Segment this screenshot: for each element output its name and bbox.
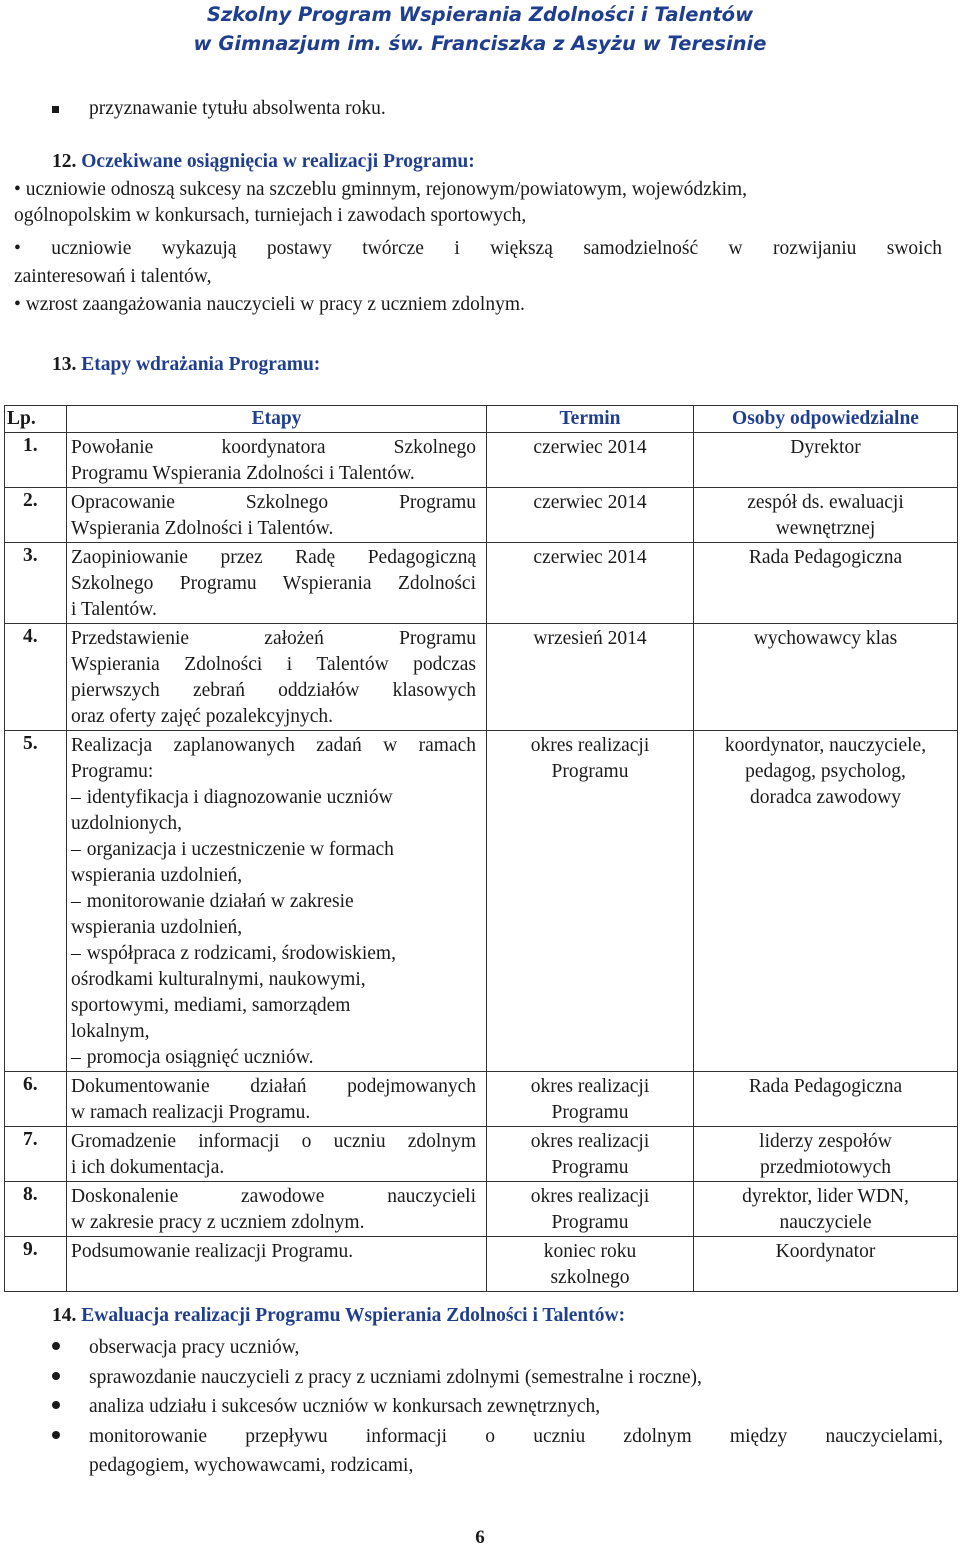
stage-line: i ich dokumentacja. xyxy=(71,1157,225,1178)
termin-line: Programu xyxy=(551,1157,629,1178)
row-number: 8. xyxy=(5,1182,67,1237)
osoby-line: dyrektor, lider WDN, xyxy=(742,1186,909,1207)
osoby-line: pedagog, psycholog, xyxy=(745,761,906,782)
section-12-item-1-cont: ogólnopolskim w konkursach, turniejach i zawodach sportowych, xyxy=(14,205,527,226)
section-12-number: 12. xyxy=(52,151,77,172)
list-item-text: obserwacja pracy uczniów, xyxy=(89,1337,300,1358)
stage-line: i Talentów. xyxy=(71,599,157,620)
stage-line: Wspierania Zdolności i Talentów. xyxy=(71,518,334,539)
table-row xyxy=(5,543,958,624)
termin-line: okres realizacji xyxy=(530,1186,650,1207)
section-12-item-3: • wzrost zaangażowania nauczycieli w pracy z uczniem zdolnym. xyxy=(14,294,525,315)
row-stage xyxy=(67,1182,487,1237)
list-item-text: pedagogiem, wychowawcami, rodzicami, xyxy=(89,1455,414,1476)
row-osoby xyxy=(694,1072,958,1127)
stage-line: w zakresie pracy z uczniem zdolnym. xyxy=(71,1212,365,1233)
row-number: 1. xyxy=(5,433,67,488)
header-osoby: Osoby odpowiedzialne xyxy=(694,406,958,433)
section-12-title: Oczekiwane osiągnięcia w realizacji Programu: xyxy=(81,151,475,172)
stage-subitem-line: – organizacja i uczestniczenie w formach xyxy=(71,837,476,863)
row-stage xyxy=(67,1237,487,1292)
stage-line: Programu Wspierania Zdolności i Talentów. xyxy=(71,463,415,484)
table-row xyxy=(5,1072,958,1127)
table-row xyxy=(5,1237,958,1292)
section-14-title: Ewaluacja realizacji Programu Wspierania Zdolności i Talentów: xyxy=(81,1305,626,1326)
stage-line: oraz oferty zajęć pozalekcyjnych. xyxy=(71,706,334,727)
row-stage xyxy=(67,624,487,731)
table-row xyxy=(5,624,958,731)
header-lp: Lp. xyxy=(5,406,67,433)
stage-line: Przedstawienie założeń Programu xyxy=(71,628,476,649)
bullet-icon xyxy=(52,1401,60,1409)
row-number: 4. xyxy=(5,624,67,731)
stage-line: pierwszych zebrań oddziałów klasowych xyxy=(71,680,476,701)
row-stage xyxy=(67,543,487,624)
row-stage xyxy=(67,731,487,1072)
bullet-icon xyxy=(52,1342,60,1350)
stage-line: Opracowanie Szkolnego Programu xyxy=(71,492,476,513)
termin-line: czerwiec 2014 xyxy=(533,492,647,513)
row-osoby xyxy=(694,1237,958,1292)
stage-subitem-line: – promocja osiągnięć uczniów. xyxy=(71,1045,476,1071)
top-bullet-text: przyznawanie tytułu absolwenta roku. xyxy=(89,98,386,119)
bullet-icon xyxy=(52,1431,60,1439)
row-termin xyxy=(487,543,694,624)
osoby-line: Koordynator xyxy=(775,1241,876,1262)
termin-line: czerwiec 2014 xyxy=(533,437,647,458)
square-bullet-icon xyxy=(52,106,59,113)
section-12-item-1: • uczniowie odnoszą sukcesy na szczeblu gminnym, rejonowym/powiatowym, wojewódzkim, xyxy=(14,179,748,200)
row-osoby xyxy=(694,624,958,731)
list-item-text: monitorowanie przepływu informacji o uczniu zdolnym między nauczycielami, xyxy=(89,1426,943,1447)
termin-line: Programu xyxy=(551,761,629,782)
section-14-number: 14. xyxy=(52,1305,77,1326)
row-number: 7. xyxy=(5,1127,67,1182)
list-item-text: analiza udziału i sukcesów uczniów w konkursach zewnętrznych, xyxy=(89,1396,601,1417)
stage-line: Programu: xyxy=(71,761,154,782)
row-number: 3. xyxy=(5,543,67,624)
section-14-heading xyxy=(52,1303,625,1328)
stage-line: Wspierania Zdolności i Talentów podczas xyxy=(71,654,476,675)
termin-line: czerwiec 2014 xyxy=(533,547,647,568)
stage-line: Powołanie koordynatora Szkolnego xyxy=(71,437,476,458)
termin-line: Programu xyxy=(551,1102,629,1123)
stage-subitem-line: ośrodkami kulturalnymi, naukowymi, xyxy=(71,969,366,990)
stage-subitem-line: wspierania uzdolnień, xyxy=(71,917,243,938)
osoby-line: liderzy zespołów xyxy=(759,1131,892,1152)
page-number: 6 xyxy=(475,1527,485,1548)
termin-line: okres realizacji xyxy=(530,1076,650,1097)
list-item-text: sprawozdanie nauczycieli z pracy z uczniami zdolnymi (semestralne i roczne), xyxy=(89,1367,702,1388)
row-number: 2. xyxy=(5,488,67,543)
stage-line: w ramach realizacji Programu. xyxy=(71,1102,311,1123)
table-row xyxy=(5,488,958,543)
row-stage xyxy=(67,433,487,488)
termin-line: okres realizacji xyxy=(530,1131,650,1152)
stage-subitem-line: – współpraca z rodzicami, środowiskiem, xyxy=(71,941,476,967)
row-number: 5. xyxy=(5,731,67,1072)
header-line-2: w Gimnazjum im. św. Franciszka z Asyżu w Teresinie xyxy=(193,32,767,55)
stage-subitem-line: sportowymi, mediami, samorządem xyxy=(71,995,351,1016)
termin-line: koniec roku xyxy=(543,1241,637,1262)
section-12-heading xyxy=(52,149,475,174)
row-osoby xyxy=(694,488,958,543)
section-12-item-2: • uczniowie wykazują postawy twórcze i większą samodzielność w rozwijaniu swoich xyxy=(14,238,942,259)
row-stage xyxy=(67,488,487,543)
table-row xyxy=(5,1127,958,1182)
bullet-icon xyxy=(52,1372,60,1380)
table-row xyxy=(5,731,958,1072)
row-stage xyxy=(67,1072,487,1127)
row-termin xyxy=(487,1127,694,1182)
row-osoby xyxy=(694,1182,958,1237)
row-termin xyxy=(487,433,694,488)
row-termin xyxy=(487,1182,694,1237)
termin-line: Programu xyxy=(551,1212,629,1233)
row-osoby xyxy=(694,433,958,488)
page-header xyxy=(0,0,960,58)
osoby-line: koordynator, nauczyciele, xyxy=(724,735,927,756)
row-termin xyxy=(487,624,694,731)
stage-line: Podsumowanie realizacji Programu. xyxy=(71,1241,354,1262)
osoby-line: przedmiotowych xyxy=(759,1157,892,1178)
osoby-line: wewnętrznej xyxy=(775,518,876,539)
termin-line: wrzesień 2014 xyxy=(533,628,647,649)
osoby-line: doradca zawodowy xyxy=(749,787,902,808)
section-12-item-2-cont: zainteresowań i talentów, xyxy=(14,266,212,287)
stage-line: Gromadzenie informacji o uczniu zdolnym xyxy=(71,1131,476,1152)
header-line-1: Szkolny Program Wspierania Zdolności i Talentów xyxy=(206,3,754,26)
stages-table xyxy=(4,405,958,1292)
termin-line: szkolnego xyxy=(550,1267,630,1288)
stage-subitem-line: – monitorowanie działań w zakresie xyxy=(71,889,476,915)
osoby-line: zespół ds. ewaluacji xyxy=(747,492,904,513)
row-osoby xyxy=(694,731,958,1072)
osoby-line: Dyrektor xyxy=(790,437,861,458)
stage-line: Dokumentowanie działań podejmowanych xyxy=(71,1076,476,1097)
stage-line: Zaopiniowanie przez Radę Pedagogiczną xyxy=(71,547,476,568)
stage-subitem-line: – identyfikacja i diagnozowanie uczniów xyxy=(71,785,476,811)
section-13-heading xyxy=(52,352,320,377)
termin-line: okres realizacji xyxy=(530,735,650,756)
section-13-number: 13. xyxy=(52,354,77,375)
osoby-line: Rada Pedagogiczna xyxy=(748,1076,903,1097)
row-stage xyxy=(67,1127,487,1182)
row-termin xyxy=(487,1237,694,1292)
header-etapy: Etapy xyxy=(67,406,487,433)
header-termin: Termin xyxy=(487,406,694,433)
osoby-line: Rada Pedagogiczna xyxy=(748,547,903,568)
row-termin xyxy=(487,731,694,1072)
row-osoby xyxy=(694,1127,958,1182)
stage-line: Realizacja zaplanowanych zadań w ramach xyxy=(71,735,476,756)
table-row xyxy=(5,433,958,488)
table-row xyxy=(5,1182,958,1237)
table-header-row xyxy=(5,406,958,433)
stage-subitem-line: uzdolnionych, xyxy=(71,813,183,834)
row-number: 9. xyxy=(5,1237,67,1292)
stage-line: Doskonalenie zawodowe nauczycieli xyxy=(71,1186,476,1207)
row-termin xyxy=(487,488,694,543)
osoby-line: wychowawcy klas xyxy=(753,628,898,649)
row-number: 6. xyxy=(5,1072,67,1127)
stage-line: Szkolnego Programu Wspierania Zdolności xyxy=(71,573,476,594)
row-osoby xyxy=(694,543,958,624)
section-13-title: Etapy wdrażania Programu: xyxy=(81,354,321,375)
stage-subitem-line: wspierania uzdolnień, xyxy=(71,865,243,886)
stage-subitem-line: lokalnym, xyxy=(71,1021,150,1042)
row-termin xyxy=(487,1072,694,1127)
osoby-line: nauczyciele xyxy=(779,1212,872,1233)
